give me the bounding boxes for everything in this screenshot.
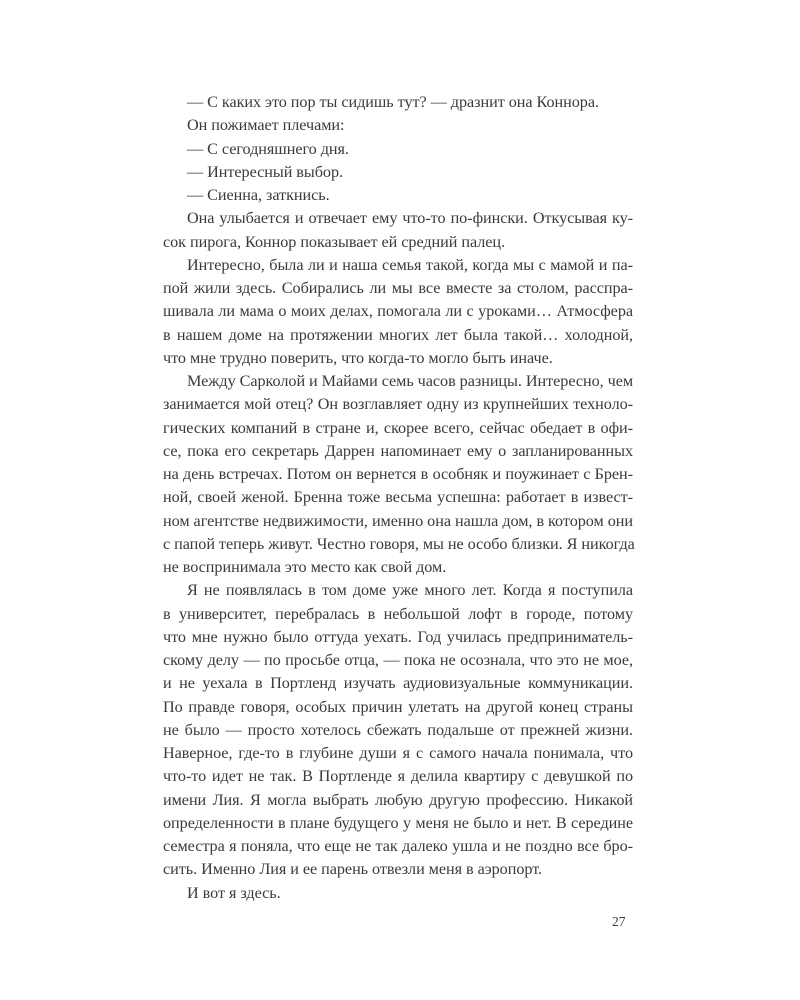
text-line: семестра я поняла, что еще не так далеко ушла и не поздно все бро- (163, 837, 633, 855)
text-line: определенности в плане будущего у меня не было и нет. В середине (163, 813, 633, 832)
text-line: в университет, перебралась в небольшой лофт в городе, потому (163, 604, 633, 623)
text-line: что мне нужно было оттуда уехать. Год училась предприниматель- (163, 627, 633, 646)
text-line: пой жили здесь. Собирались ли мы все вместе за столом, расспра- (163, 279, 633, 297)
text-line: Наверное, где-то в глубине души я с самого начала понимала, что (163, 744, 633, 762)
text-line: — С сегодняшнего дня. (187, 139, 349, 158)
text-line: занимается мой отец? Он возглавляет одну из крупнейших техноло- (163, 395, 633, 414)
text-line: гических компаний в стране и, скорее всего, сейчас обедает в офи- (163, 418, 633, 437)
text-line: с папой теперь живут. Честно говоря, мы не особо близки. Я никогда (163, 534, 635, 553)
text-line: се, пока его секретарь Даррен напоминает ему о запланированных (163, 441, 633, 460)
text-line: на день встречах. Потом он вернется в особняк и поужинает с Брен- (163, 465, 633, 483)
text-line: шивала ли мама о моих делах, помогала ли с уроками… Атмосфера (163, 302, 633, 321)
text-line: По правде говоря, особых причин улетать на другой конец страны (163, 697, 633, 716)
text-line: ном агентстве недвижимости, именно она нашла дом, в котором они (163, 511, 633, 530)
text-line: Я не появлялась в том доме уже много лет. Когда я поступила (187, 581, 633, 600)
text-line: имени Лия. Я могла выбрать любую другую профессию. Никакой (163, 790, 633, 809)
text-line: сить. Именно Лия и ее парень отвезли меня в аэропорт. (163, 860, 543, 879)
text-line: Он пожимает плечами: (187, 116, 345, 135)
text-line: Она улыбается и отвечает ему что-то по-фински. Откусывая ку- (187, 209, 633, 228)
text-line: скому делу — по просьбе отца, — пока не осознала, что это не мое, (163, 651, 633, 669)
text-line: не воспринимала это место как свой дом. (163, 558, 447, 576)
text-line: Между Сарколой и Майами семь часов разницы. Интересно, чем (187, 372, 634, 390)
text-line: и не уехала в Портленд изучать аудиовизуальные коммуникации. (163, 674, 633, 693)
text-line: в нашем доме на протяжении многих лет была такой… холодной, (163, 325, 633, 344)
text-line: — Интересный выбор. (187, 162, 344, 181)
page-number: 27 (612, 914, 626, 929)
text-line: — Сиенна, заткнись. (187, 186, 330, 204)
text-line: И вот я здесь. (187, 883, 281, 902)
text-line: сок пирога, Коннор показывает ей средний палец. (163, 232, 506, 251)
body-text (163, 91, 633, 905)
text-line: Интересно, была ли и наша семья такой, когда мы с мамой и па- (187, 255, 633, 274)
text-line: — С каких это пор ты сидишь тут? — дразнит она Коннора. (187, 93, 599, 111)
text-line: ной, своей женой. Бренна тоже весьма успешна: работает в извест- (163, 488, 633, 507)
text-line: не было — просто хотелось сбежать подальше от прежней жизни. (163, 720, 633, 739)
text-line: что-то идет не так. В Портленде я делила квартиру с девушкой по (163, 767, 633, 786)
text-line: что мне трудно поверить, что когда-то могло быть иначе. (163, 348, 553, 367)
